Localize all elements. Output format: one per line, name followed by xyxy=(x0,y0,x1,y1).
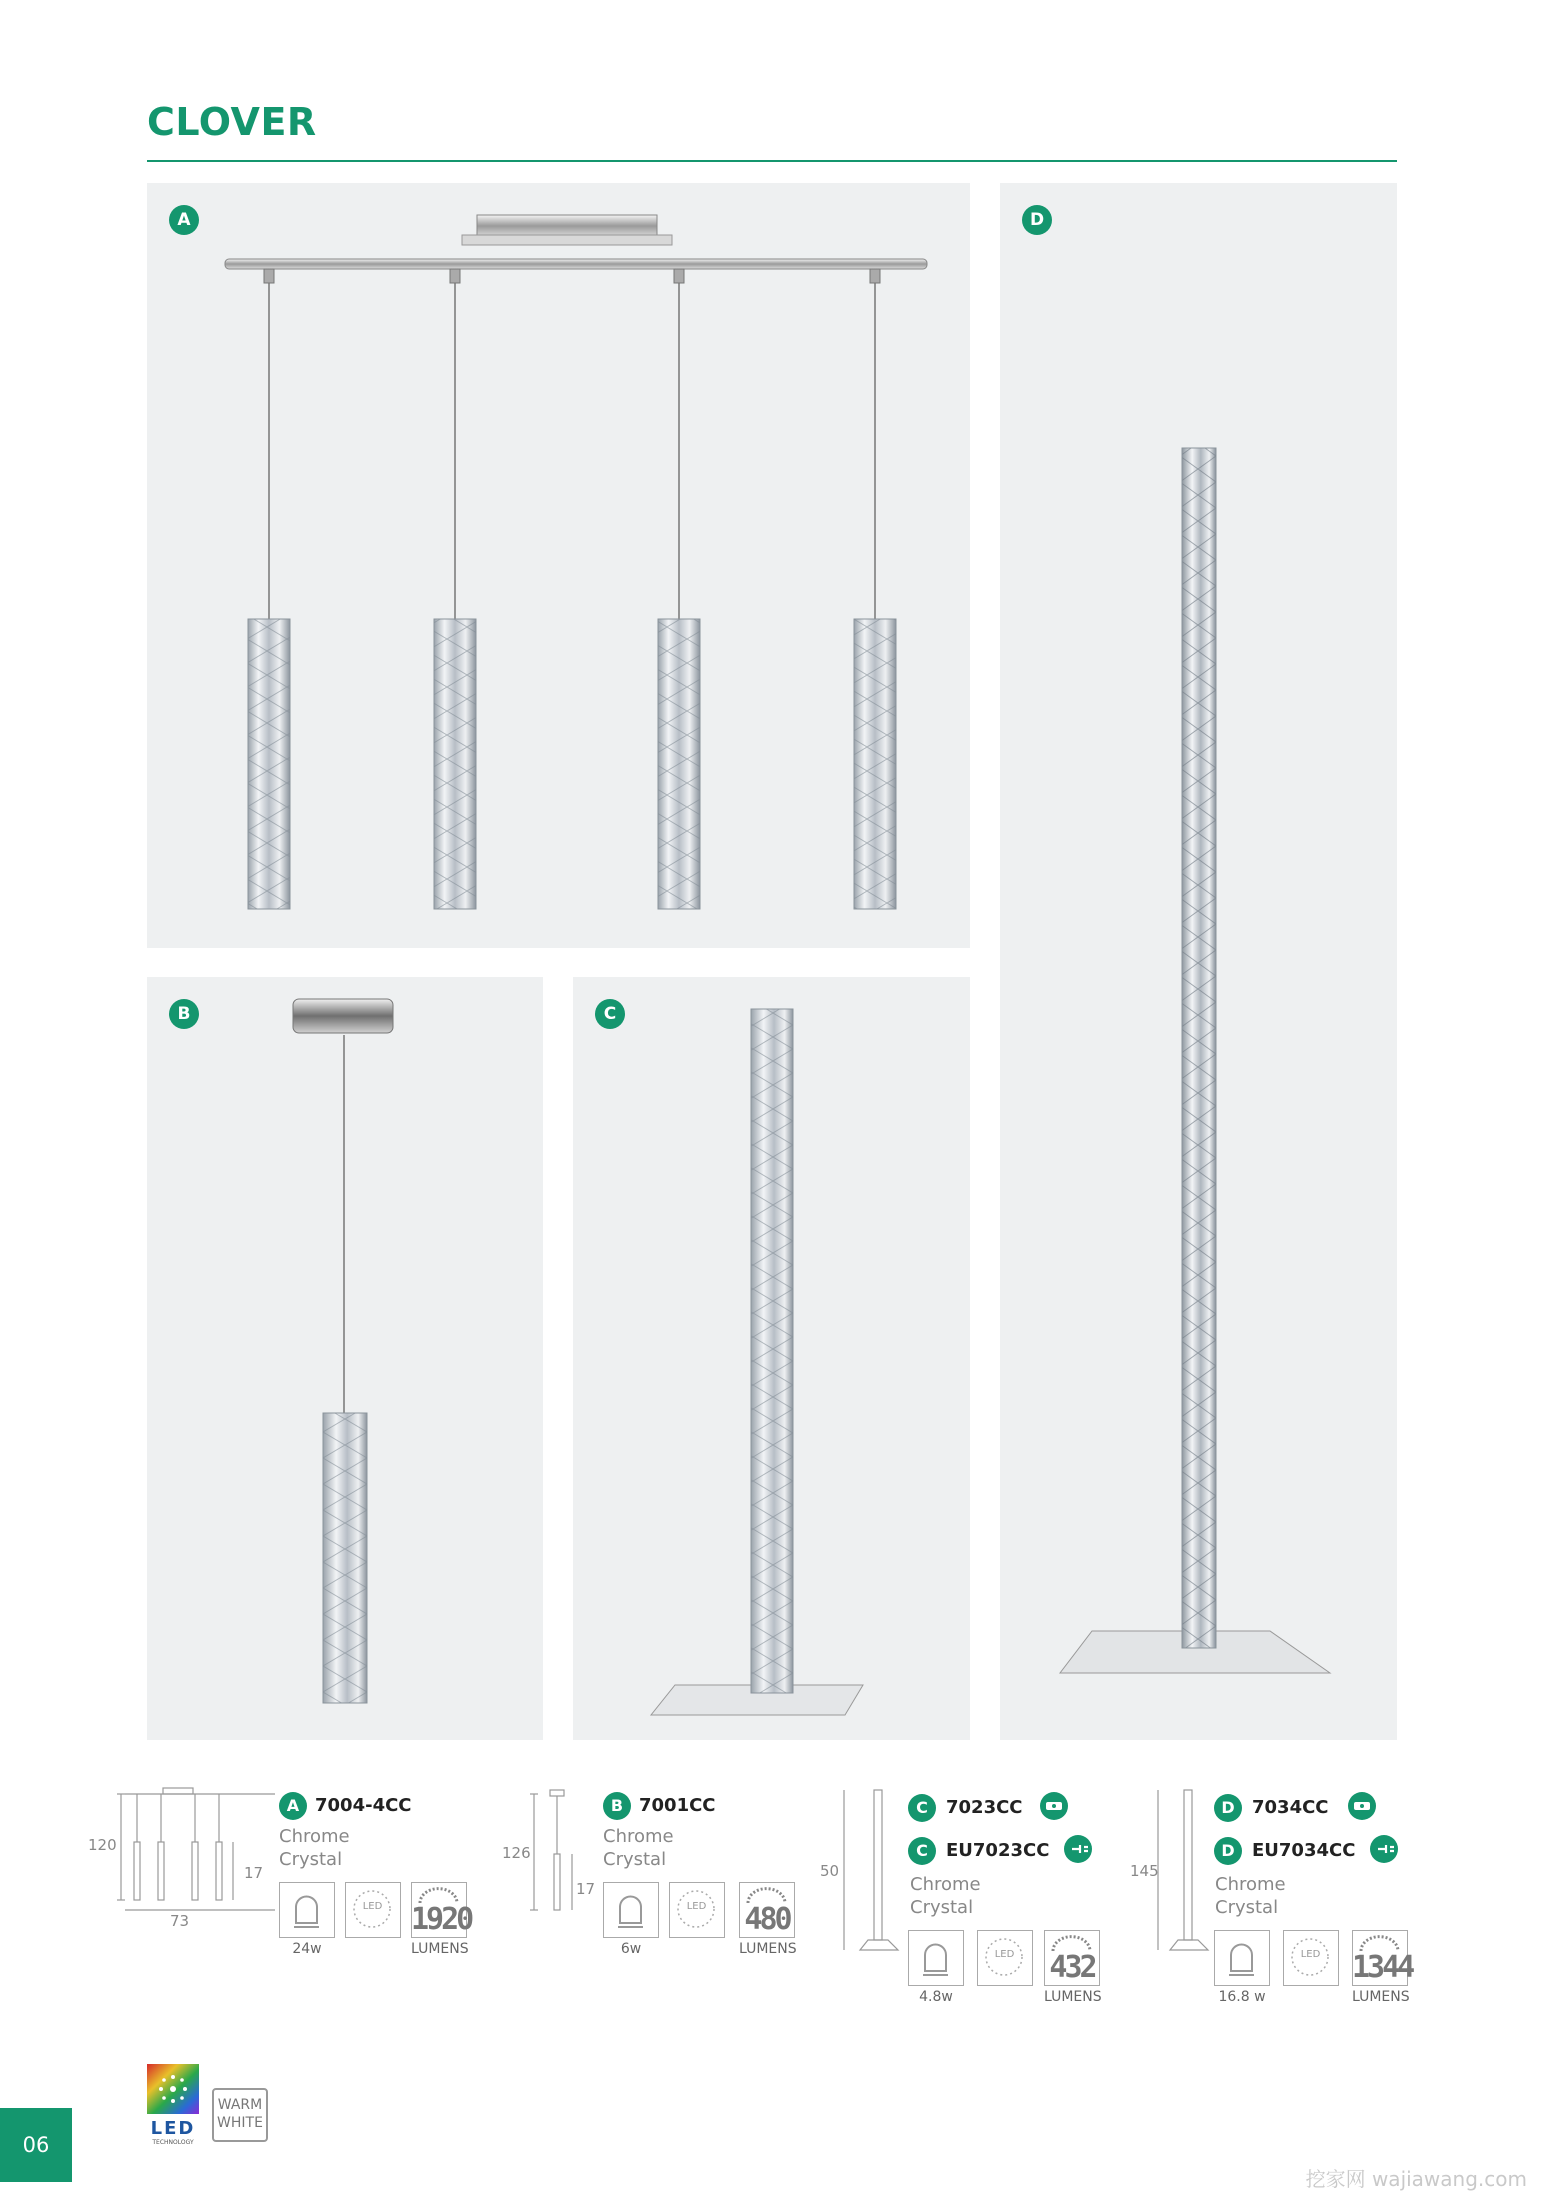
panel-letter-badge: C xyxy=(595,999,625,1029)
product-panel-b xyxy=(147,977,543,1740)
product-panel-d xyxy=(1000,183,1397,1740)
dimension-drawing-d xyxy=(1152,1784,1222,1954)
product-code: 7034CC xyxy=(1252,1797,1329,1818)
panel-letter-badge: D xyxy=(1022,205,1052,235)
switch-badge-icon xyxy=(1348,1792,1376,1820)
dimension-drawing-a xyxy=(115,1782,285,1922)
lumens-value: 1920 xyxy=(411,1902,472,1937)
lumens-value: 432 xyxy=(1049,1950,1095,1985)
dimension-height: 145 xyxy=(1130,1862,1159,1880)
led-icon xyxy=(1283,1930,1339,1986)
plug-badge-icon xyxy=(1370,1835,1398,1863)
product-finish: Chrome xyxy=(279,1826,350,1847)
led-icon-label: LED xyxy=(994,1949,1015,1960)
spec-letter-badge: D xyxy=(1214,1837,1242,1865)
product-panel-c xyxy=(573,977,970,1740)
wattage-label: 16.8 w xyxy=(1218,1989,1266,2005)
page-number: 06 xyxy=(0,2108,72,2182)
led-icon xyxy=(977,1930,1033,1986)
lumens-value: 1344 xyxy=(1352,1950,1413,1985)
lumens-value: 480 xyxy=(744,1902,790,1937)
warm-white-line2: WHITE xyxy=(217,2115,263,2131)
lumens-label: LUMENS xyxy=(739,1941,797,1957)
product-code: 7001CC xyxy=(639,1795,716,1816)
led-icon-label: LED xyxy=(686,1901,707,1912)
product-material: Crystal xyxy=(279,1849,343,1870)
dimension-shade: 17 xyxy=(244,1864,264,1882)
spec-letter-badge: B xyxy=(603,1792,631,1820)
dimension-height: 126 xyxy=(502,1844,531,1862)
lumens-label: LUMENS xyxy=(411,1941,469,1957)
dimension-height: 50 xyxy=(820,1862,840,1880)
title-divider xyxy=(147,160,1397,162)
led-icon xyxy=(345,1882,401,1938)
wattage-label: 24w xyxy=(292,1941,322,1957)
product-material: Crystal xyxy=(603,1849,667,1870)
spec-letter-badge: C xyxy=(908,1837,936,1865)
single-pendant-illustration xyxy=(147,977,543,1740)
product-code: 7004-4CC xyxy=(315,1795,412,1816)
product-code: 7023CC xyxy=(946,1797,1023,1818)
led-logo-text: LED xyxy=(150,2118,196,2139)
watermark-text: 挖家网 wajiawang.com xyxy=(1305,2167,1527,2191)
pendant-bar-illustration xyxy=(147,183,970,948)
spec-letter-badge: D xyxy=(1214,1794,1242,1822)
product-finish: Chrome xyxy=(910,1874,981,1895)
led-icon-label: LED xyxy=(362,1901,383,1912)
led-icon-label: LED xyxy=(1300,1949,1321,1960)
panel-letter-badge: A xyxy=(169,205,199,235)
product-finish: Chrome xyxy=(1215,1874,1286,1895)
wattage-label: 4.8w xyxy=(919,1989,953,2005)
switch-badge-icon xyxy=(1040,1792,1068,1820)
led-icon xyxy=(669,1882,725,1938)
warm-white-badge xyxy=(212,2088,268,2142)
lumens-label: LUMENS xyxy=(1044,1989,1102,2005)
page-title: CLOVER xyxy=(147,100,317,144)
bulb-icon xyxy=(1214,1930,1270,1986)
product-code: EU7034CC xyxy=(1252,1840,1356,1861)
spec-letter-badge: C xyxy=(908,1794,936,1822)
bulb-icon xyxy=(908,1930,964,1986)
wattage-label: 6w xyxy=(620,1941,642,1957)
led-logo-subtext: TECHNOLOGY xyxy=(152,2139,194,2146)
dimension-width: 73 xyxy=(170,1912,190,1930)
dimension-drawing-b xyxy=(528,1782,588,1922)
product-finish: Chrome xyxy=(603,1826,674,1847)
product-material: Crystal xyxy=(910,1897,974,1918)
dimension-height: 120 xyxy=(88,1836,117,1854)
panel-letter-badge: B xyxy=(169,999,199,1029)
lumens-label: LUMENS xyxy=(1352,1989,1410,2005)
spec-letter-badge: A xyxy=(279,1792,307,1820)
floor-lamp-illustration xyxy=(1000,183,1397,1740)
product-panel-a xyxy=(147,183,970,948)
product-code: EU7023CC xyxy=(946,1840,1050,1861)
table-lamp-illustration xyxy=(573,977,970,1740)
bulb-icon xyxy=(279,1882,335,1938)
plug-badge-icon xyxy=(1064,1835,1092,1863)
dimension-shade: 17 xyxy=(576,1880,596,1898)
product-material: Crystal xyxy=(1215,1897,1279,1918)
bulb-icon xyxy=(603,1882,659,1938)
dimension-drawing-c xyxy=(838,1784,908,1954)
warm-white-line1: WARM xyxy=(217,2097,263,2113)
